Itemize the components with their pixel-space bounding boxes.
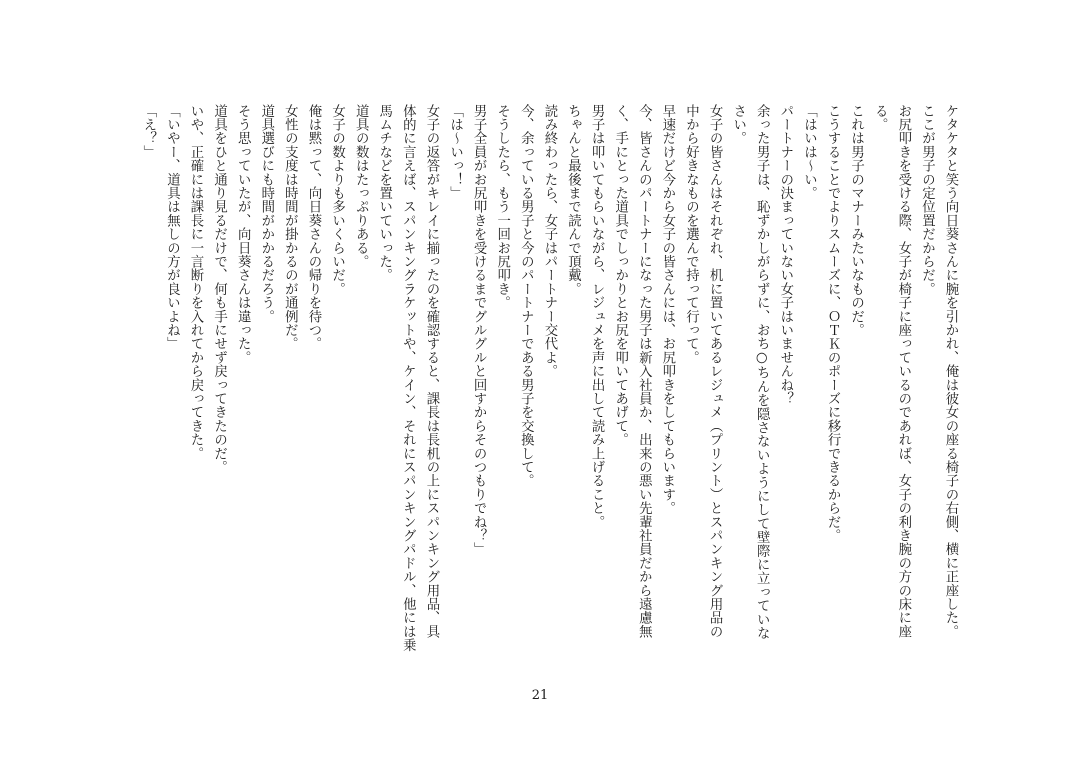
text-line: そうしたら、もう一回お尻叩き。 bbox=[494, 104, 510, 310]
text-line: 男子は叩いてもらいながら、レジュメを声に出して読み上げること。 bbox=[589, 104, 605, 529]
text-line: ちゃんと最後まで読んで頂戴。 bbox=[565, 104, 581, 296]
text-line: く、手にとった道具でしっかりとお尻を叩いてあげて。 bbox=[612, 104, 628, 447]
text-line: 中から好きなものを選んで持って行って。 bbox=[683, 104, 699, 365]
text-line: 道具選びにも時間がかかるだろう。 bbox=[258, 104, 274, 324]
text-line: 「え？」 bbox=[140, 104, 156, 159]
text-line: パートナーの決まっていない女子はいませんね？ bbox=[777, 104, 793, 406]
text-line: ケタケタと笑う向日葵さんに腕を引かれ、俺は彼女の座る椅子の右側、横に正座した。 bbox=[943, 104, 958, 639]
text-line: 道具をひと通り見るだけで、何も手にせず戻ってきたのだ。 bbox=[211, 104, 227, 474]
body-text bbox=[136, 104, 962, 664]
text-line: 道具の数はたっぷりある。 bbox=[353, 104, 369, 269]
text-line: 女子の数よりも多いくらいだ。 bbox=[329, 104, 345, 296]
text-line: 早速だけど今から女子の皆さんには、お尻叩きをしてもらいます。 bbox=[659, 104, 675, 515]
text-line: ここが男子の定位置だからだ。 bbox=[919, 104, 935, 296]
text-line: 男子全員がお尻叩きを受けるまでグルグルと回すからそのつもりでね？」 bbox=[471, 104, 487, 557]
text-line: そう思っていたが、向日葵さんは違った。 bbox=[235, 104, 251, 365]
text-line: 今、余っている男子と今のパートナーである男子を交換して。 bbox=[518, 104, 534, 488]
text-line: 女性の支度は時間が掛かるのが通例だ。 bbox=[282, 104, 298, 351]
text-line: 馬ムチなどを置いていった。 bbox=[376, 104, 392, 283]
text-line: お尻叩きを受ける際、女子が椅子に座っているのであれば、女子の利き腕の方の床に座 bbox=[895, 104, 911, 639]
page-number: 21 bbox=[531, 688, 549, 703]
text-line: 俺は黙って、向日葵さんの帰りを待つ。 bbox=[305, 104, 321, 351]
text-line: これは男子のマナーみたいなものだ。 bbox=[848, 104, 864, 337]
text-line: さい。 bbox=[730, 104, 746, 146]
text-line: 女子の返答がキレイに揃ったのを確認すると、課長は長机の上にスパンキング用品、具 bbox=[423, 104, 439, 639]
text-line: いや、正確には課長に一言断りを入れてから戻ってきた。 bbox=[188, 104, 203, 461]
text-line: 今、皆さんのパートナーになった男子は新入社員か、出来の悪い先輩社員だから遠慮無 bbox=[636, 104, 652, 639]
text-line: こうすることでよりスムーズに、ＯＴＫのポーズに移行できるからだ。 bbox=[825, 104, 841, 543]
text-line: 女子の皆さんはそれぞれ、机に置いてあるレジュメ（プリント）とスパンキング用品の bbox=[707, 104, 723, 639]
text-line: 「いやー、道具は無しの方が良いよね」 bbox=[164, 104, 180, 351]
text-line: 「はいは～い。 bbox=[801, 104, 817, 200]
text-line: る。 bbox=[872, 104, 888, 132]
text-line: 「は～いっ！」 bbox=[447, 104, 463, 200]
text-line: 余った男子は、恥ずかしがらずに、おち○ちんを隠さないようにして壁際に立っていな bbox=[754, 104, 770, 640]
text-line: 読み終わったら、女子はパートナー交代よ。 bbox=[541, 104, 557, 378]
text-line: 体的に言えば、スパンキングラケットや、ケイン、それにスパンキングパドル、他には乗 bbox=[400, 104, 416, 652]
